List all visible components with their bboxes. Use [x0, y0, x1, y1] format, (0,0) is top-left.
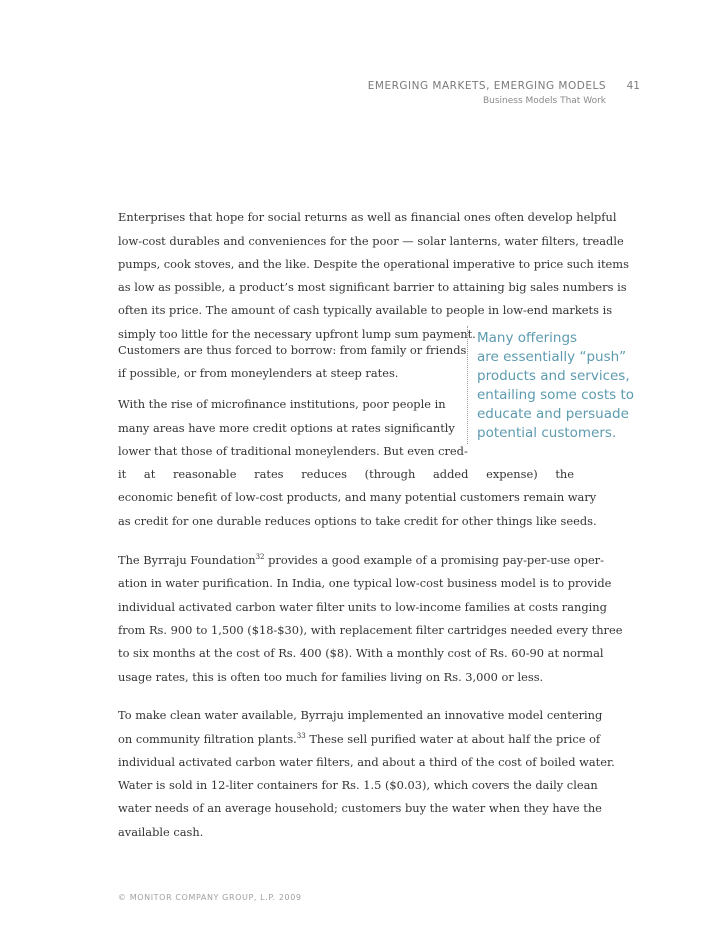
footnote-ref: 33 [296, 732, 306, 740]
body-line: Customers are thus forced to borrow: from family or friends [118, 343, 467, 357]
text-span: These sell purified water at about half the price of [305, 732, 601, 746]
pull-quote-line: educate and persuade [477, 406, 629, 422]
body-line: individual activated carbon water filter units to low-income families at costs ranging [118, 600, 607, 614]
body-line: Water is sold in 12-liter containers for Rs. 1.5 ($0.03), which covers the daily clean [118, 778, 598, 792]
running-header-subtitle: Business Models That Work [482, 96, 606, 106]
body-line: With the rise of microfinance institutions, poor people in [118, 397, 446, 411]
body-line: often its price. The amount of cash typically available to people in low-end markets is [118, 303, 613, 317]
copyright-footer: © MONITOR COMPANY GROUP, L.P. 2009 [118, 893, 302, 902]
running-header-title: EMERGING MARKETS, EMERGING MODELS [367, 80, 606, 92]
body-line: it at reasonable rates reduces (through added expense) the [118, 467, 574, 481]
pull-quote-line: entailing some costs to [477, 387, 635, 403]
body-line: ation in water purification. In India, one typical low-cost business model is to provide [118, 576, 612, 590]
text-span: The Byrraju Foundation [118, 553, 256, 567]
text-span: on community filtration plants. [118, 732, 297, 746]
footnote-ref: 32 [255, 553, 265, 561]
body-line: as credit for one durable reduces options to take credit for other things like seeds. [118, 514, 597, 528]
pull-quote-line: potential customers. [477, 425, 617, 441]
pull-quote-line: Many offerings [477, 330, 578, 346]
page-number: 41 [626, 80, 640, 92]
body-line: available cash. [118, 825, 204, 839]
body-line: individual activated carbon water filters, and about a third of the cost of boiled water. [118, 755, 615, 769]
body-line: if possible, or from moneylenders at steep rates. [118, 366, 399, 380]
body-line: from Rs. 900 to 1,500 ($18-$30), with replacement filter cartridges needed every three [118, 623, 623, 637]
body-line: usage rates, this is often too much for families living on Rs. 3,000 or less. [118, 670, 544, 684]
body-line: to six months at the cost of Rs. 400 ($8). With a monthly cost of Rs. 60-90 at normal [118, 646, 604, 660]
pull-quote-line: are essentially “push” [477, 349, 627, 365]
body-line [118, 730, 601, 748]
body-line: To make clean water available, Byrraju implemented an innovative model centering [118, 708, 603, 722]
body-line: lower that those of traditional moneylenders. But even cred- [118, 444, 468, 458]
body-line: simply too little for the necessary upfront lump sum payment. [118, 327, 476, 341]
pull-quote-divider [467, 326, 468, 444]
body-line: many areas have more credit options at rates significantly [118, 421, 455, 435]
body-line: economic benefit of low-cost products, and many potential customers remain wary [118, 490, 597, 504]
body-line: water needs of an average household; customers buy the water when they have the [118, 801, 602, 815]
body-line: pumps, cook stoves, and the like. Despite the operational imperative to price such items [118, 257, 629, 271]
body-line: Enterprises that hope for social returns as well as financial ones often develop helpful [118, 210, 617, 224]
body-line: as low as possible, a product’s most significant barrier to attaining big sales numbers is [118, 280, 627, 294]
body-line [118, 551, 604, 569]
text-span: provides a good example of a promising pay-per-use oper- [264, 553, 604, 567]
body-line: low-cost durables and conveniences for the poor — solar lanterns, water filters, treadle [118, 234, 624, 248]
pull-quote-line: products and services, [477, 368, 630, 384]
